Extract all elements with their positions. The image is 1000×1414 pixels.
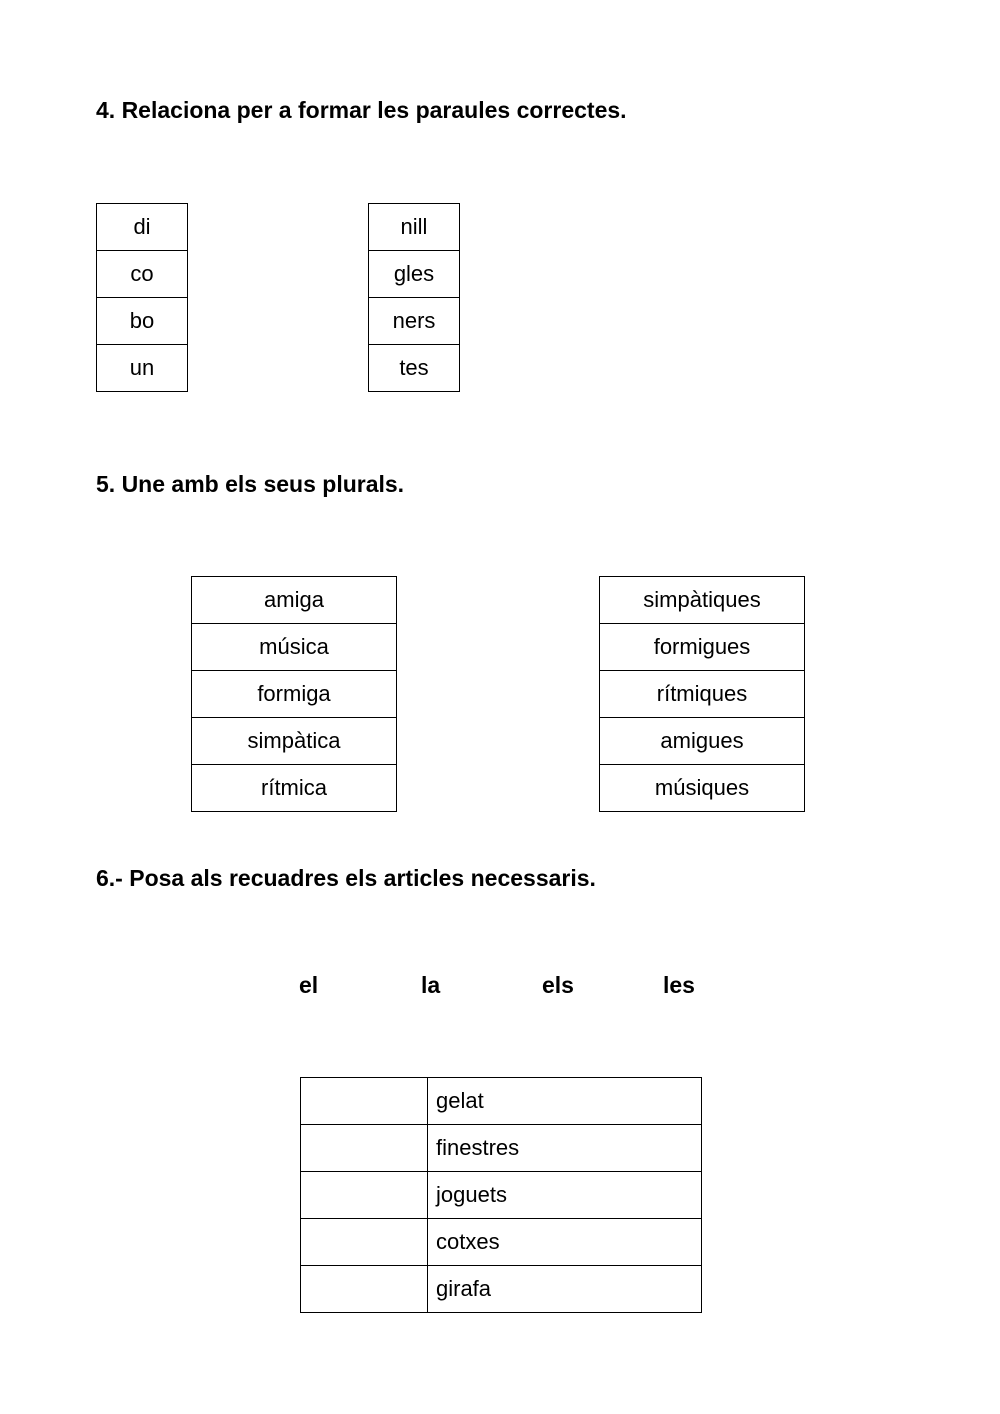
syllable-cell[interactable]: nill bbox=[369, 204, 460, 251]
noun-cell: gelat bbox=[428, 1078, 702, 1125]
article-blank-box[interactable] bbox=[301, 1125, 428, 1172]
singular-word-cell[interactable]: rítmica bbox=[192, 765, 397, 812]
plural-word-cell[interactable]: formigues bbox=[600, 624, 805, 671]
syllable-cell[interactable]: un bbox=[97, 345, 188, 392]
table-row bbox=[301, 1125, 702, 1172]
singular-word-cell[interactable]: música bbox=[192, 624, 397, 671]
article-option[interactable]: les bbox=[663, 972, 695, 998]
noun-cell: joguets bbox=[428, 1172, 702, 1219]
singular-word-cell[interactable]: formiga bbox=[192, 671, 397, 718]
ex5-plural-words bbox=[599, 576, 805, 812]
article-option[interactable]: el bbox=[299, 972, 319, 998]
noun-cell: cotxes bbox=[428, 1219, 702, 1266]
table-row bbox=[301, 1266, 702, 1313]
exercise-5-title: 5. Une amb els seus plurals. bbox=[96, 471, 405, 497]
article-option[interactable]: els bbox=[542, 972, 574, 998]
ex5-singular-words bbox=[191, 576, 397, 812]
article-option[interactable]: la bbox=[421, 972, 441, 998]
article-blank-box[interactable] bbox=[301, 1219, 428, 1266]
article-blank-box[interactable] bbox=[301, 1078, 428, 1125]
singular-word-cell[interactable]: simpàtica bbox=[192, 718, 397, 765]
plural-word-cell[interactable]: simpàtiques bbox=[600, 577, 805, 624]
ex6-articles-table bbox=[300, 1077, 702, 1313]
ex4-right-syllables bbox=[368, 203, 460, 392]
plural-word-cell[interactable]: amigues bbox=[600, 718, 805, 765]
exercise-4-title: 4. Relaciona per a formar les paraules correctes. bbox=[96, 97, 627, 123]
syllable-cell[interactable]: gles bbox=[369, 251, 460, 298]
article-blank-box[interactable] bbox=[301, 1266, 428, 1313]
syllable-cell[interactable]: ners bbox=[369, 298, 460, 345]
table-row bbox=[301, 1219, 702, 1266]
table-row bbox=[301, 1172, 702, 1219]
ex4-left-syllables bbox=[96, 203, 188, 392]
syllable-cell[interactable]: bo bbox=[97, 298, 188, 345]
singular-word-cell[interactable]: amiga bbox=[192, 577, 397, 624]
exercise-6-title: 6.- Posa als recuadres els articles necessaris. bbox=[96, 865, 596, 891]
noun-cell: finestres bbox=[428, 1125, 702, 1172]
plural-word-cell[interactable]: rítmiques bbox=[600, 671, 805, 718]
article-blank-box[interactable] bbox=[301, 1172, 428, 1219]
noun-cell: girafa bbox=[428, 1266, 702, 1313]
syllable-cell[interactable]: co bbox=[97, 251, 188, 298]
table-row bbox=[301, 1078, 702, 1125]
syllable-cell[interactable]: di bbox=[97, 204, 188, 251]
syllable-cell[interactable]: tes bbox=[369, 345, 460, 392]
plural-word-cell[interactable]: músiques bbox=[600, 765, 805, 812]
